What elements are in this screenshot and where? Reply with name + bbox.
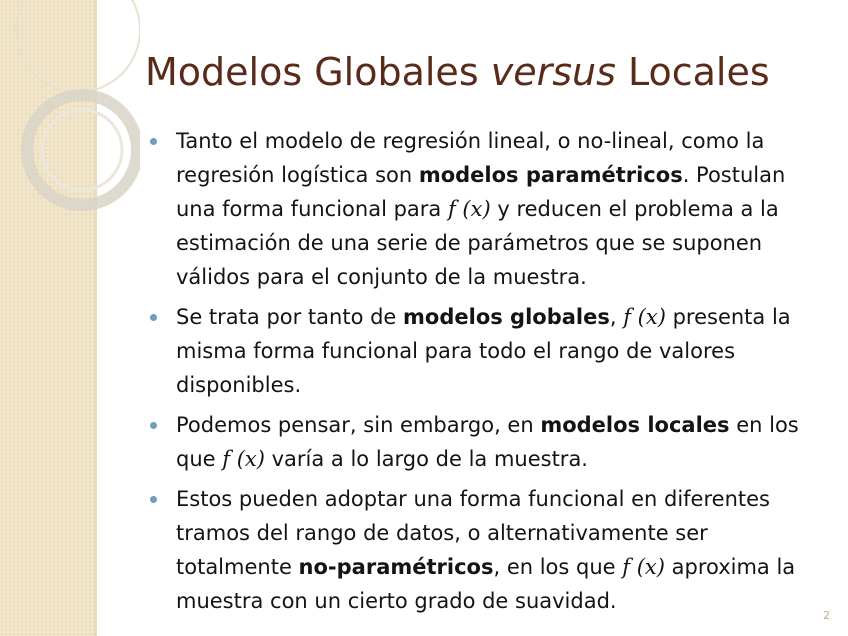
bullet-bold-term: no-paramétricos [298, 555, 494, 579]
bullet-item-3 [148, 408, 828, 476]
bullet-text: . Postulan una forma funcional para [176, 163, 786, 221]
bullet-item-2 [148, 300, 828, 402]
bullet-dot-icon [150, 138, 157, 145]
bullet-dot-icon [150, 496, 157, 503]
bullet-list [148, 124, 828, 624]
bullet-text: , [609, 305, 624, 329]
bullet-text: Podemos pensar, sin embargo, en [176, 413, 541, 437]
bullet-text: , en los que [493, 555, 623, 579]
bullet-text: en los que [176, 413, 799, 471]
title-part1: Modelos Globales [145, 50, 491, 94]
bullet-text: Tanto el modelo de regresión lineal, o no-lineal, como la regresión logística son [176, 129, 765, 187]
math-expression: f (x) [622, 555, 665, 579]
title-emphasis: versus [490, 50, 616, 94]
bullet-text: varía a lo largo de la muestra. [264, 447, 588, 471]
bullet-dot-icon [150, 422, 157, 429]
slide-title [145, 50, 825, 94]
math-expression: f (x) [222, 447, 265, 471]
bullet-item-1 [148, 124, 828, 294]
deco-circle-inner [42, 110, 122, 190]
bullet-text: Se trata por tanto de [176, 305, 404, 329]
bullet-dot-icon [150, 314, 157, 321]
bullet-text: Estos pueden adoptar una forma funcional en diferentes tramos del rango de datos, o alternativamente ser totalmente [176, 487, 770, 579]
bullet-text: y reducen el problema a la estimación de una serie de parámetros que se suponen válidos para el conjunto de la muestra. [176, 197, 779, 289]
page-number: 2 [823, 609, 830, 622]
deco-circle-top [16, 0, 140, 92]
bullet-text: aproxima la muestra con un cierto grado de suavidad. [176, 555, 796, 613]
bullet-bold-term: modelos locales [540, 413, 730, 437]
title-part2: Locales [615, 50, 770, 94]
bullet-text: presenta la misma forma funcional para todo el rango de valores disponibles. [176, 305, 791, 397]
math-expression: f (x) [623, 305, 666, 329]
decorative-circles [0, 0, 140, 240]
math-expression: f (x) [447, 197, 491, 221]
bullet-bold-term: modelos globales [403, 305, 610, 329]
bullet-item-4 [148, 482, 828, 618]
bullet-bold-term: modelos paramétricos [418, 163, 683, 187]
